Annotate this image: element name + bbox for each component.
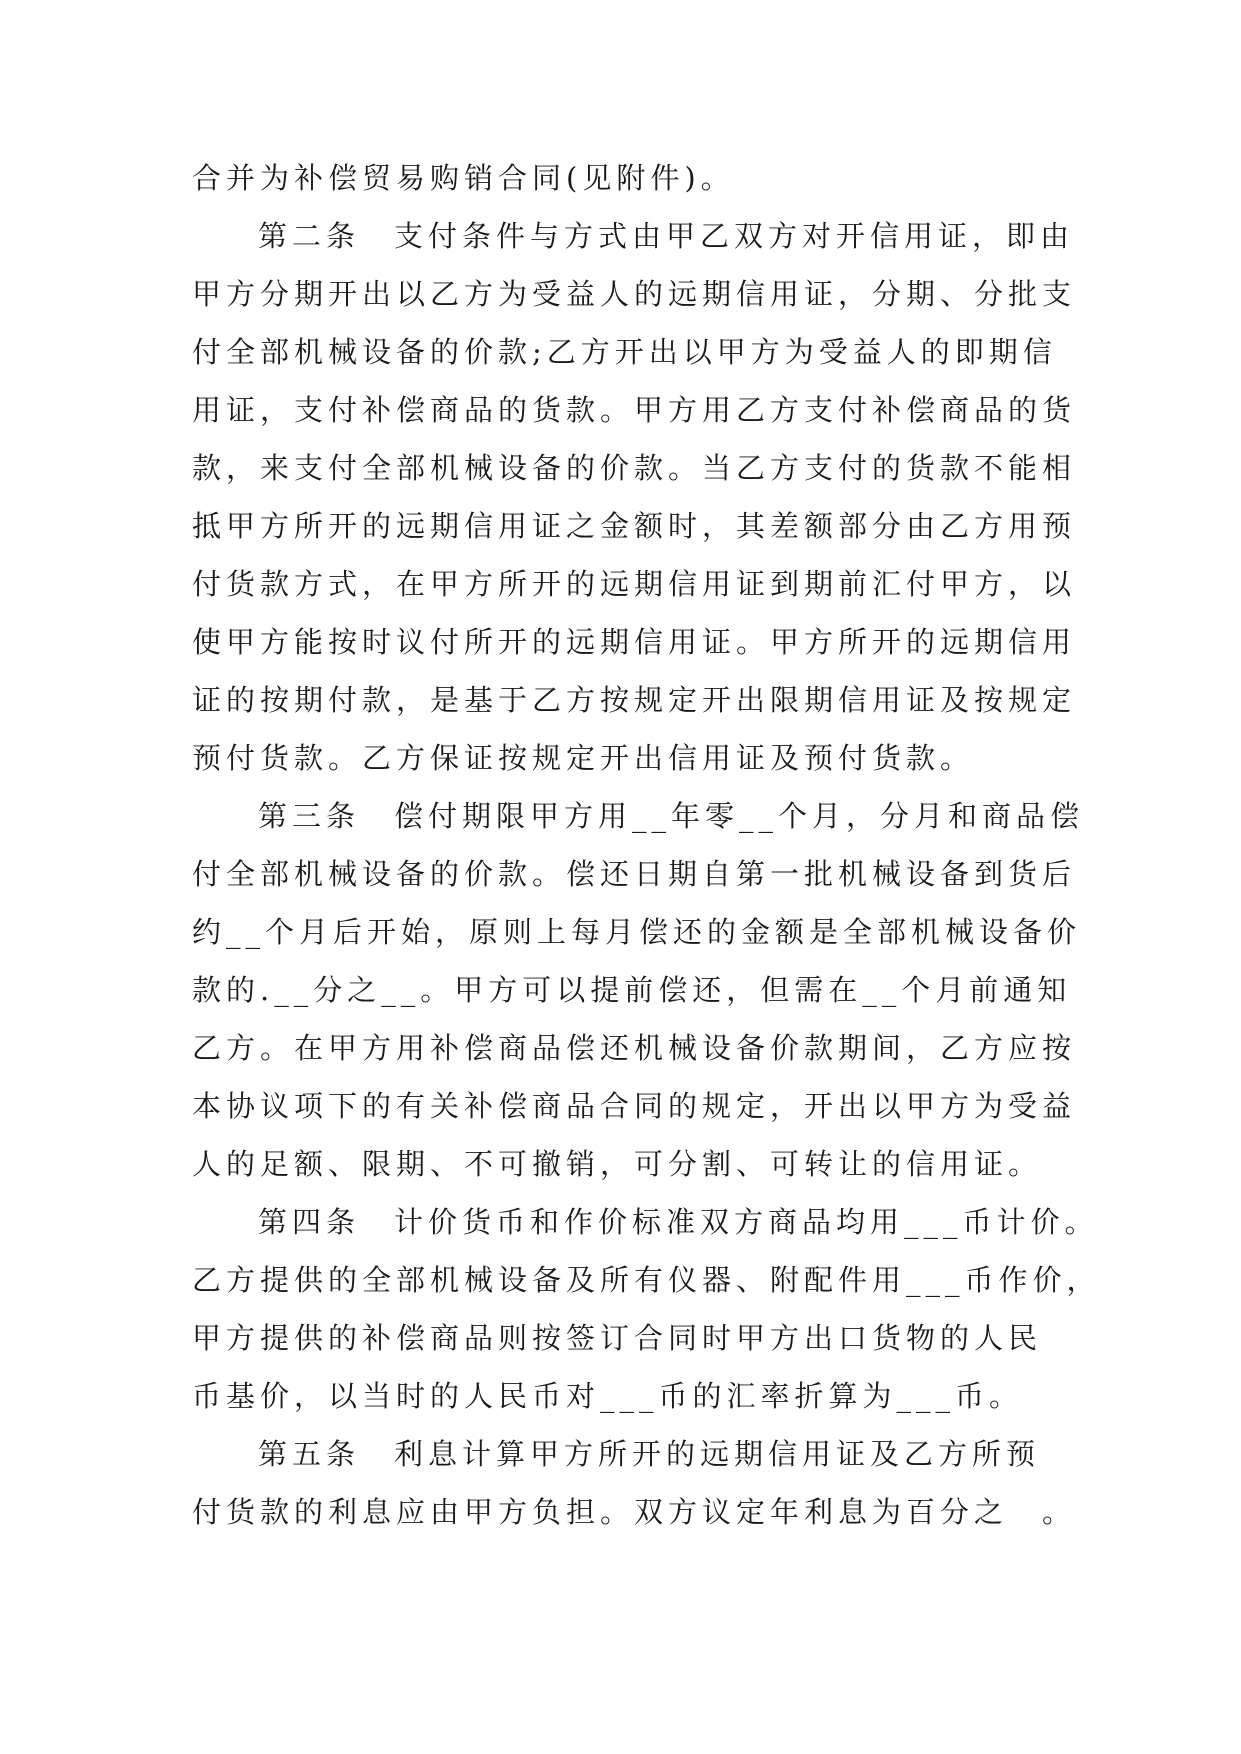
- text-line: 付全部机械设备的价款;乙方开出以甲方为受益人的即期信: [192, 335, 1057, 369]
- text-line: 用证，支付补偿商品的货款。甲方用乙方支付补偿商品的货: [192, 393, 1077, 427]
- text-line: 本协议项下的有关补偿商品合同的规定，开出以甲方为受益: [192, 1089, 1077, 1123]
- article-5-heading-line: 第五条 利息计算甲方所开的远期信用证及乙方所预: [258, 1437, 1041, 1471]
- text-line: 甲方提供的补偿商品则按签订合同时甲方出口货物的人民: [192, 1321, 1043, 1355]
- text-line: 抵甲方所开的远期信用证之金额时，其差额部分由乙方用预: [192, 509, 1077, 543]
- text-line: 币基价，以当时的人民币对___币的汇率折算为___币。: [192, 1379, 1024, 1413]
- text-line: 款，来支付全部机械设备的价款。当乙方支付的货款不能相: [192, 451, 1077, 485]
- article-3-heading-line: 第三条 偿付期限甲方用__年零__个月，分月和商品偿: [258, 799, 1085, 833]
- article-4-heading-line: 第四条 计价货币和作价标准双方商品均用___币计价。: [258, 1205, 1099, 1239]
- text-line: 付货款的利息应由甲方负担。双方议定年利息为百分之 。: [192, 1495, 1077, 1529]
- text-line: 甲方分期开出以乙方为受益人的远期信用证，分期、分批支: [192, 277, 1077, 311]
- text-line: 证的按期付款，是基于乙方按规定开出限期信用证及按规定: [192, 683, 1077, 717]
- text-line: 预付货款。乙方保证按规定开出信用证及预付货款。: [192, 741, 975, 775]
- text-line: 使甲方能按时议付所开的远期信用证。甲方所开的远期信用: [192, 625, 1077, 659]
- text-line: 付全部机械设备的价款。偿还日期自第一批机械设备到货后: [192, 857, 1077, 891]
- text-line: 约__个月后开始，原则上每月偿还的金额是全部机械设备价: [192, 915, 1082, 949]
- article-2-heading-line: 第二条 支付条件与方式由甲乙双方对开信用证，即由: [258, 219, 1075, 253]
- text-line: 乙方提供的全部机械设备及所有仪器、附配件用___币作价，: [192, 1263, 1101, 1297]
- text-line: 付货款方式，在甲方所开的远期信用证到期前汇付甲方，以: [192, 567, 1077, 601]
- text-line: 合并为补偿贸易购销合同(见附件)。: [192, 161, 735, 195]
- text-line: 款的.__分之__。甲方可以提前偿还，但需在__个月前通知: [192, 973, 1072, 1007]
- text-line: 人的足额、限期、不可撤销，可分割、可转让的信用证。: [192, 1147, 1043, 1181]
- text-line: 乙方。在甲方用补偿商品偿还机械设备价款期间，乙方应按: [192, 1031, 1077, 1065]
